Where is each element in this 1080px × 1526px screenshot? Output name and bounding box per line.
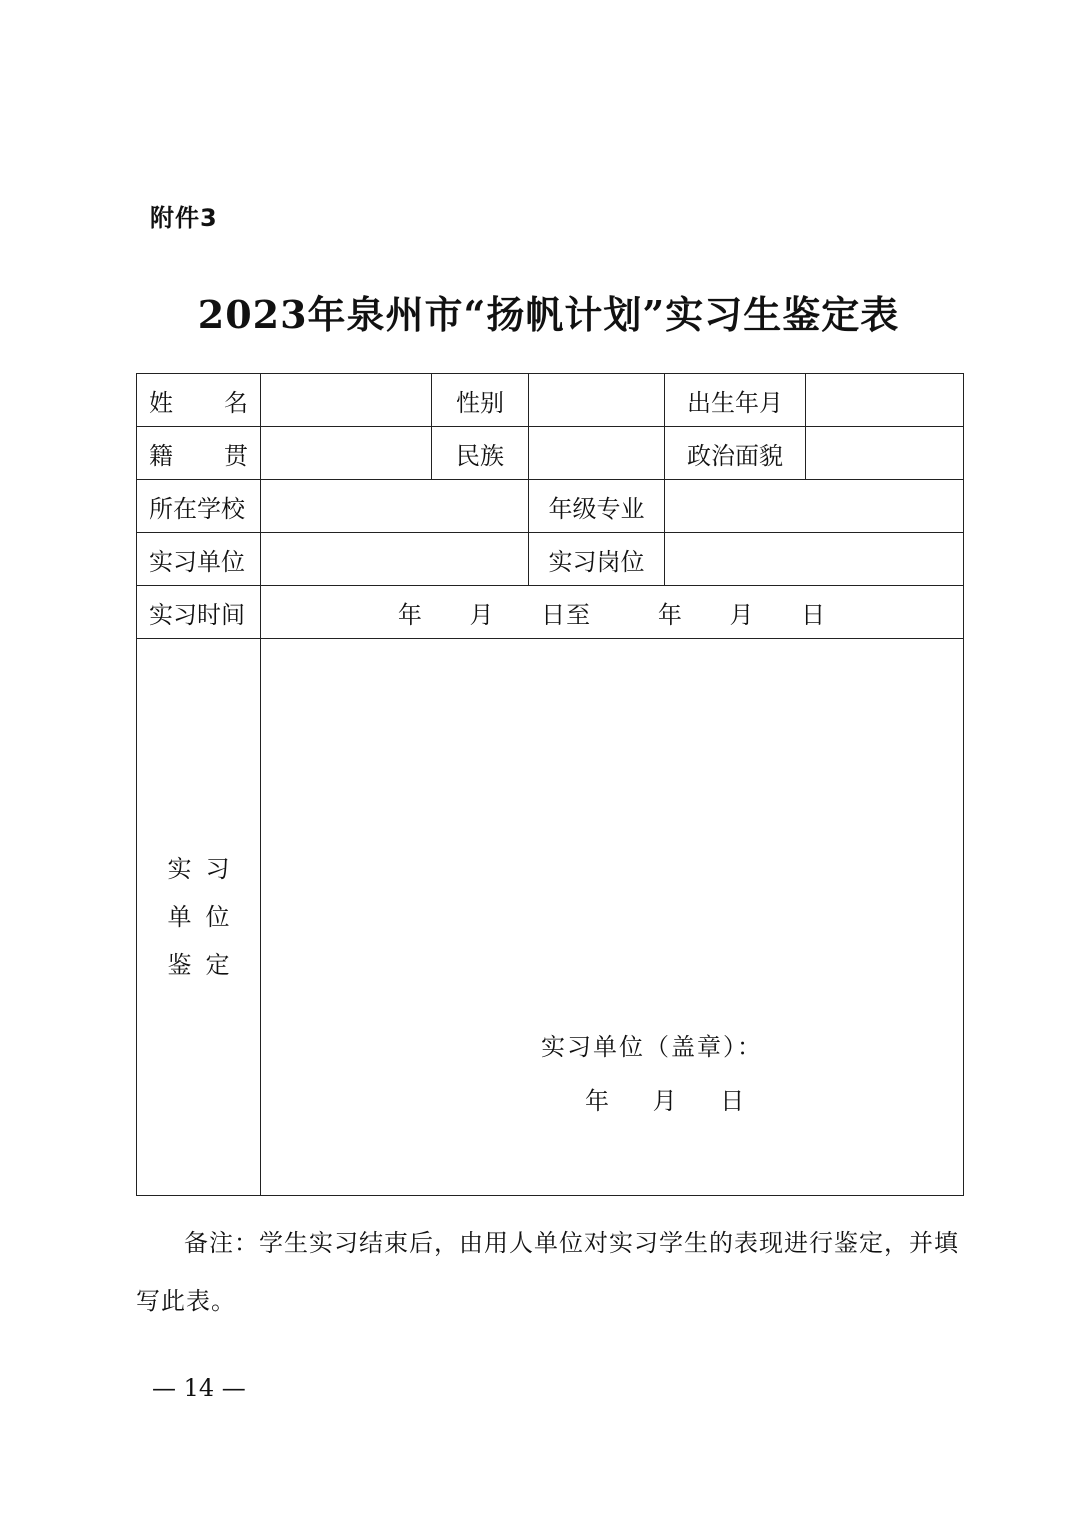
evaluation-content-cell[interactable]: [261, 639, 964, 1196]
ethnicity-label: 民族: [432, 427, 529, 480]
stamp-date-month: 月: [652, 1087, 677, 1115]
period-day2: 日: [801, 600, 827, 629]
stamp-date: [585, 1081, 744, 1116]
period-value-cell[interactable]: [261, 586, 964, 639]
ethnicity-value-cell[interactable]: [529, 427, 665, 480]
table-row: [137, 533, 964, 586]
birth-label: 出生年月: [665, 374, 806, 427]
position-value-cell[interactable]: [665, 533, 964, 586]
birth-value-cell[interactable]: [806, 374, 964, 427]
table-row: [137, 480, 964, 533]
period-day-to: 日至: [541, 600, 592, 629]
table-row: [137, 586, 964, 639]
period-month2: 月: [729, 600, 755, 629]
attachment-label: 附件3: [150, 204, 218, 232]
gender-value-cell[interactable]: [529, 374, 665, 427]
native-place-label: 籍贯: [137, 427, 261, 480]
gender-label: 性别: [432, 374, 529, 427]
school-value-cell[interactable]: [261, 480, 529, 533]
page-number: — 14 —: [152, 1374, 246, 1402]
form-title: 2023年泉州市“扬帆计划”实习生鉴定表: [197, 292, 900, 337]
period-year1: 年: [397, 600, 423, 629]
native-place-value-cell[interactable]: [261, 427, 432, 480]
period-label: 实习时间: [137, 586, 261, 639]
period-month1: 月: [469, 600, 495, 629]
unit-label: 实习单位: [137, 533, 261, 586]
position-label: 实习岗位: [529, 533, 665, 586]
grade-major-label: 年级专业: [529, 480, 665, 533]
unit-value-cell[interactable]: [261, 533, 529, 586]
school-label: 所在学校: [137, 480, 261, 533]
political-label: 政治面貌: [665, 427, 806, 480]
evaluation-label-line: 鉴定: [167, 951, 244, 979]
period-year2: 年: [657, 600, 683, 629]
remarks-note: 备注：学生实习结束后，由用人单位对实习学生的表现进行鉴定，并填写此表。: [136, 1229, 959, 1315]
name-value-cell[interactable]: [261, 374, 432, 427]
stamp-date-year: 年: [585, 1087, 609, 1115]
name-label: 姓名: [137, 374, 261, 427]
table-row: [137, 427, 964, 480]
table-row: [137, 639, 964, 1196]
table-row: [137, 374, 964, 427]
evaluation-label-line: 单位: [167, 903, 244, 931]
evaluation-label: [137, 639, 261, 1196]
appraisal-form-table: [136, 373, 964, 1196]
stamp-date-day: 日: [720, 1087, 745, 1115]
stamp-label: 实习单位（盖章）：: [541, 1033, 763, 1061]
evaluation-label-line: 实习: [167, 855, 244, 883]
political-value-cell[interactable]: [806, 427, 964, 480]
grade-major-value-cell[interactable]: [665, 480, 964, 533]
